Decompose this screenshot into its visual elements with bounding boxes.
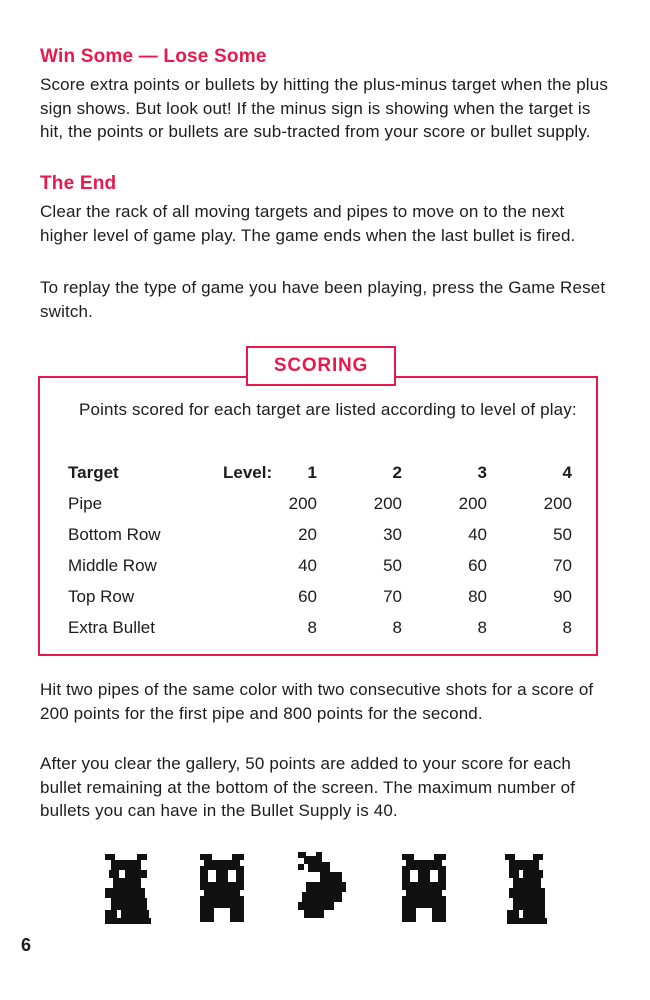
gallery-note: After you clear the gallery, 50 points are added to your score for each bullet remaining at the bottom of the screen. The maximum number of bullets you can have in the Bullet Supply is 40. bbox=[40, 754, 576, 820]
header-target: Target bbox=[68, 462, 119, 482]
scoring-table-header bbox=[68, 457, 572, 488]
row-level-4: 70 bbox=[553, 555, 572, 575]
row-level-4: 200 bbox=[543, 493, 572, 513]
win-lose-text: Score extra points or bullets by hitting the plus-minus target when the plus sign shows. But look out! If the minus sign is showing when the target is hit, the points or bullets are sub-tracted from your score or bullet supply. bbox=[40, 75, 608, 141]
scoring-table bbox=[68, 457, 572, 643]
owl-sprite-icon bbox=[402, 854, 446, 922]
the-end-text: Clear the rack of all moving targets and pipes to move on to the next higher level of game play. The game ends when the last bullet is fired. bbox=[40, 202, 576, 245]
header-level-3: 3 bbox=[477, 462, 487, 482]
row-level-2: 50 bbox=[383, 555, 402, 575]
row-target: Extra Bullet bbox=[68, 617, 155, 637]
win-lose-heading: Win Some — Lose Some bbox=[40, 46, 267, 67]
row-target: Pipe bbox=[68, 493, 103, 513]
row-level-3: 8 bbox=[477, 617, 487, 637]
owl-sprite-icon bbox=[200, 854, 244, 922]
the-end-heading: The End bbox=[40, 173, 117, 194]
header-level: Level: bbox=[223, 462, 273, 482]
row-level-2: 70 bbox=[383, 586, 402, 606]
pipes-note: Hit two pipes of the same color with two consecutive shots for a score of 200 points for the first pipe and 800 points for the second. bbox=[40, 680, 594, 723]
sprite-row bbox=[100, 850, 550, 930]
row-target: Bottom Row bbox=[68, 524, 161, 544]
row-target: Middle Row bbox=[68, 555, 157, 575]
row-level-4: 50 bbox=[553, 524, 572, 544]
page-number: 6 bbox=[21, 935, 32, 955]
row-level-1: 8 bbox=[307, 617, 317, 637]
header-level-4: 4 bbox=[562, 462, 572, 482]
duck-sprite-icon bbox=[298, 852, 346, 918]
row-level-3: 80 bbox=[468, 586, 487, 606]
row-level-4: 8 bbox=[562, 617, 572, 637]
header-level-1: 1 bbox=[307, 462, 317, 482]
table-row bbox=[68, 612, 572, 643]
table-row bbox=[68, 519, 572, 550]
row-target: Top Row bbox=[68, 586, 135, 606]
row-level-1: 20 bbox=[298, 524, 317, 544]
row-level-3: 40 bbox=[468, 524, 487, 544]
table-row bbox=[68, 550, 572, 581]
row-level-3: 60 bbox=[468, 555, 487, 575]
row-level-4: 90 bbox=[553, 586, 572, 606]
row-level-2: 8 bbox=[392, 617, 402, 637]
row-level-2: 30 bbox=[383, 524, 402, 544]
row-level-1: 200 bbox=[288, 493, 317, 513]
rabbit-sprite-icon bbox=[505, 854, 547, 924]
scoring-title: SCORING bbox=[246, 346, 396, 386]
table-row bbox=[68, 581, 572, 612]
row-level-1: 60 bbox=[298, 586, 317, 606]
header-level-2: 2 bbox=[392, 462, 402, 482]
replay-text: To replay the type of game you have been playing, press the Game Reset switch. bbox=[40, 278, 606, 321]
scoring-intro: Points scored for each target are listed according to level of play: bbox=[79, 400, 577, 419]
row-level-2: 200 bbox=[373, 493, 402, 513]
rabbit-sprite-icon bbox=[105, 854, 151, 924]
row-level-1: 40 bbox=[298, 555, 317, 575]
table-row bbox=[68, 488, 572, 519]
row-level-3: 200 bbox=[458, 493, 487, 513]
